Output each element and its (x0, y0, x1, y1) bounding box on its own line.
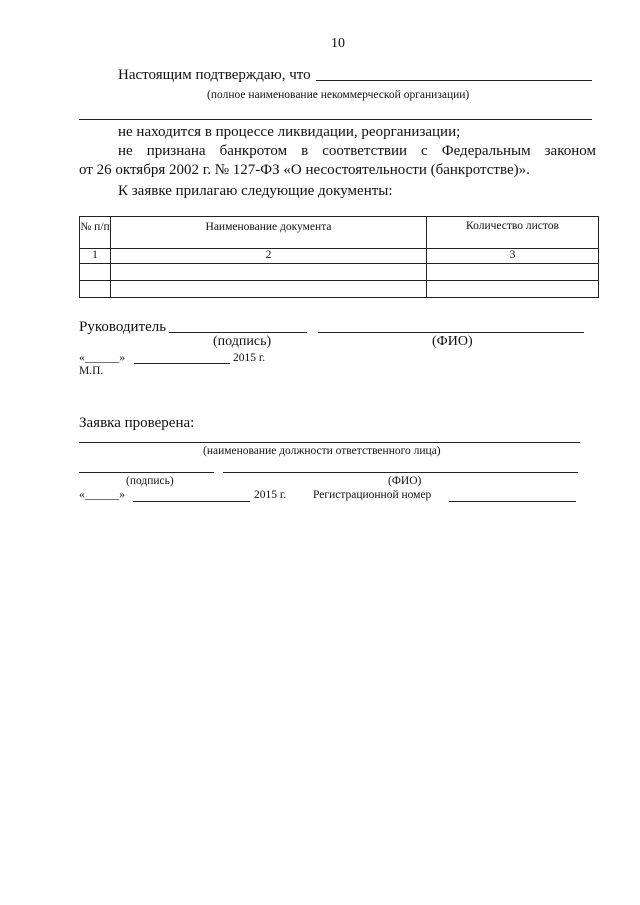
confirm-word: не (118, 143, 133, 159)
org-name-caption: (полное наименование некоммерческой организации) (207, 89, 470, 101)
position-field[interactable] (79, 442, 580, 443)
reg-number-field[interactable] (449, 501, 576, 502)
confirm-line-3: от 26 октября 2002 г. № 127-ФЗ «О несостоятельности (банкротстве)». (79, 162, 530, 178)
org-name-field-cont[interactable] (79, 119, 592, 120)
table-cell[interactable] (111, 281, 427, 298)
head-date-prefix: «______» (79, 352, 125, 364)
table-cell[interactable] (80, 264, 111, 281)
documents-table (79, 216, 599, 298)
reg-number-label: Регистрационной номер (313, 489, 432, 501)
table-cell[interactable] (427, 281, 599, 298)
column-number: 3 (427, 249, 599, 264)
column-number: 2 (111, 249, 427, 264)
table-cell[interactable] (80, 281, 111, 298)
checked-date-field[interactable] (133, 501, 250, 502)
table-header-row (80, 217, 599, 249)
header-sheet-count: Количество листов (427, 217, 599, 249)
table-row[interactable] (80, 264, 599, 281)
checked-date-suffix: 2015 г. (254, 489, 287, 501)
position-caption: (наименование должности ответственного лица) (203, 445, 441, 457)
header-number: № п/п (80, 217, 111, 249)
table-cell[interactable] (427, 264, 599, 281)
table-number-row (80, 249, 599, 264)
head-sign-caption: (подпись) (213, 334, 272, 349)
head-fio-caption: (ФИО) (432, 334, 473, 349)
head-signature-field[interactable] (169, 332, 307, 333)
checked-sign-caption: (подпись) (126, 475, 174, 487)
confirm-word: в (301, 143, 309, 159)
confirm-word: Федеральным (441, 143, 531, 159)
head-label: Руководитель (79, 319, 167, 335)
confirm-word: признана (146, 143, 206, 159)
attach-heading: К заявке прилагаю следующие документы: (118, 183, 393, 199)
checked-fio-field[interactable] (223, 472, 578, 473)
head-date-suffix: 2015 г. (233, 352, 266, 364)
confirm-word: законом (544, 143, 596, 159)
header-document-name: Наименование документа (111, 217, 427, 249)
head-date-field[interactable] (134, 363, 230, 364)
confirm-word: соответствии (322, 143, 408, 159)
confirm-word: с (421, 143, 428, 159)
checked-label: Заявка проверена: (79, 415, 195, 431)
column-number: 1 (80, 249, 111, 264)
table-cell[interactable] (111, 264, 427, 281)
confirm-word: банкротом (219, 143, 288, 159)
table-row[interactable] (80, 281, 599, 298)
head-fio-field[interactable] (318, 332, 584, 333)
checked-signature-field[interactable] (79, 472, 214, 473)
checked-fio-caption: (ФИО) (388, 475, 422, 487)
confirm-lead: Настоящим подтверждаю, что (118, 67, 311, 83)
page-number: 10 (331, 36, 345, 51)
checked-date-prefix: «______» (79, 489, 125, 501)
confirm-line-2 (118, 143, 596, 160)
confirm-line-1: не находится в процессе ликвидации, реорганизации; (118, 124, 461, 140)
org-name-field[interactable] (316, 80, 592, 81)
stamp-label: М.П. (79, 365, 104, 377)
